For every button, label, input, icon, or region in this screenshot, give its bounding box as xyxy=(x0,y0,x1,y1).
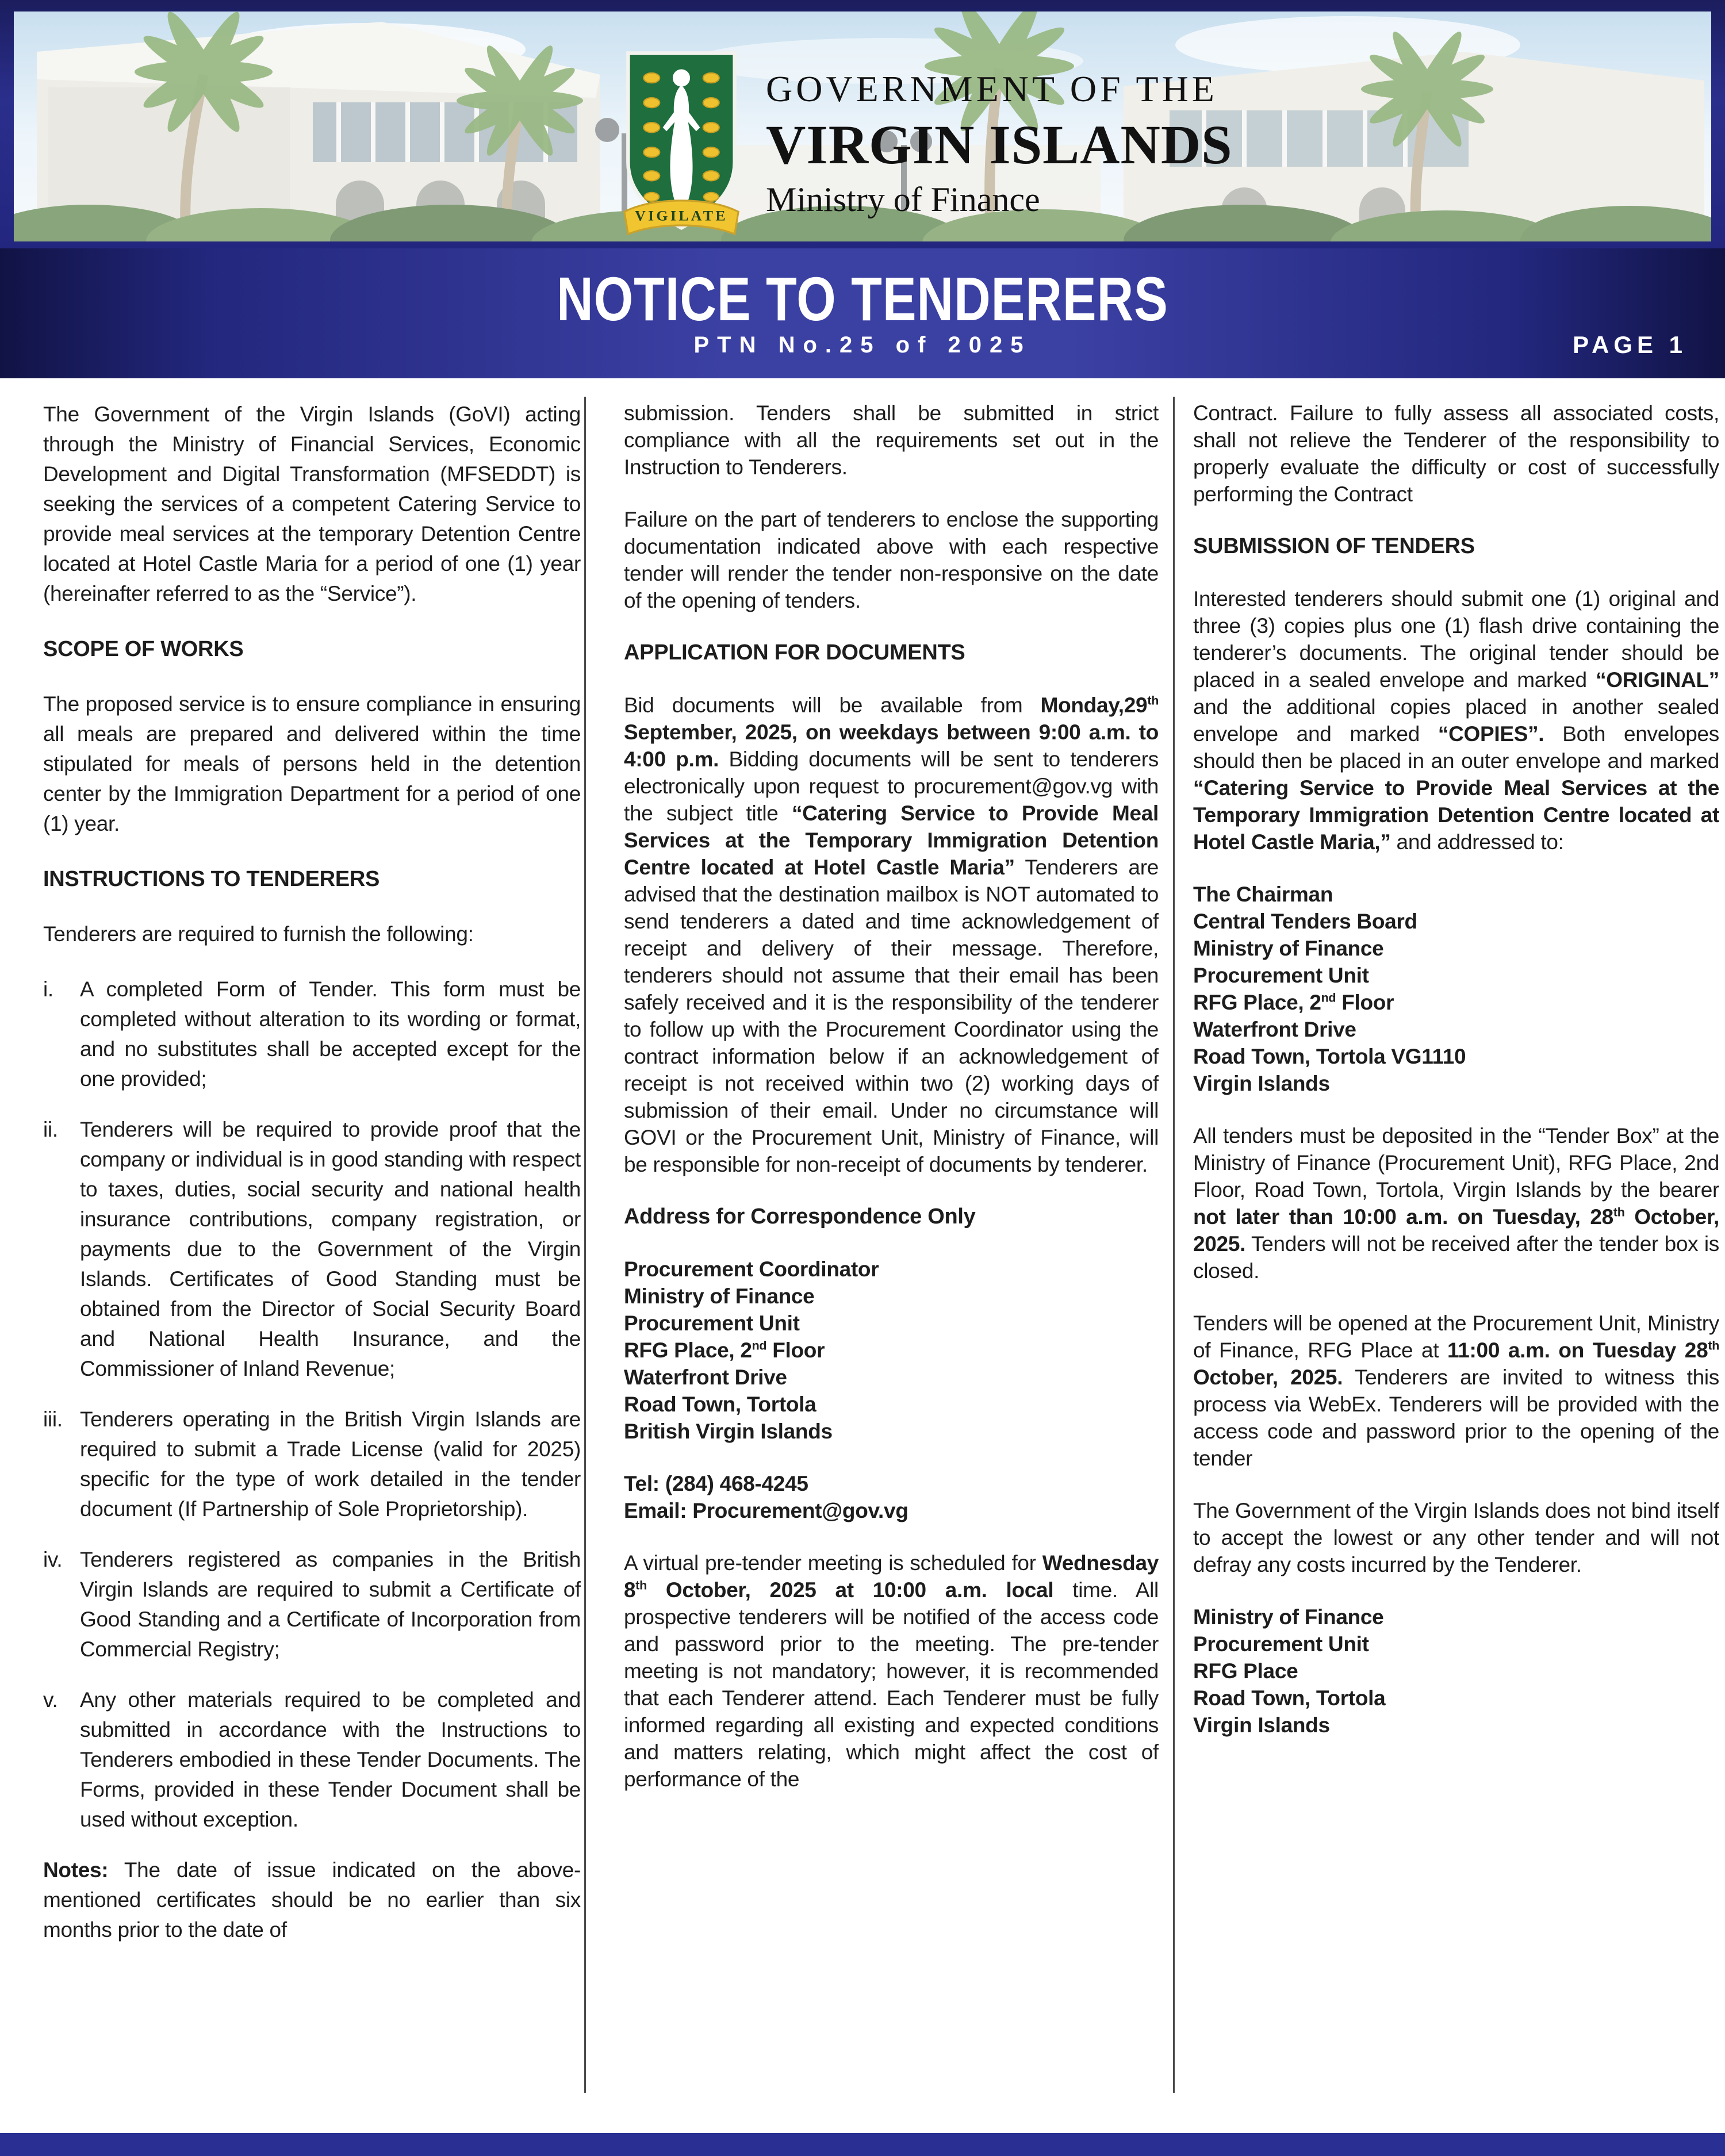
paragraph xyxy=(1193,585,1719,856)
paragraph xyxy=(624,506,1159,614)
address-line xyxy=(624,1418,1159,1445)
text: Any other materials required to be completed and submitted in accordance with the Instructions to Tenderers embodied in these Tender Documents. The Forms, provided in these Tender Document shall be used without exception. xyxy=(80,1688,581,1831)
bold-text: Tel: (284) 468-4245 xyxy=(624,1472,808,1495)
paragraph xyxy=(1193,1122,1719,1284)
bold-text: Procurement Coordinator xyxy=(624,1257,879,1281)
text: The Government of the Virgin Islands does not bind itself to accept the lowest or any other tender and will not defray any costs incurred by the Tenderer. xyxy=(1193,1499,1719,1576)
paragraph xyxy=(624,1549,1159,1793)
address-line xyxy=(1193,1016,1719,1043)
header-text xyxy=(766,68,1233,220)
column-2 xyxy=(624,400,1159,2104)
list-item xyxy=(43,1405,581,1524)
bold-text: Waterfront Drive xyxy=(1193,1018,1356,1041)
column-divider-1 xyxy=(584,397,586,2093)
bold-text: Ministry of Finance xyxy=(1193,1605,1384,1629)
paragraph xyxy=(1193,1310,1719,1472)
address-line xyxy=(1193,1685,1719,1712)
paragraph xyxy=(624,692,1159,1178)
list-item-text xyxy=(80,1688,581,1831)
address-line xyxy=(1193,908,1719,935)
org-name-line2: VIRGIN ISLANDS xyxy=(766,114,1233,175)
list-marker: ii. xyxy=(43,1118,58,1141)
address-line xyxy=(1193,989,1719,1016)
list-item-text xyxy=(80,1548,581,1661)
address-line xyxy=(1193,1631,1719,1658)
paragraph xyxy=(43,1855,581,1945)
bold-text: 11:00 a.m. on Tuesday 28 xyxy=(1447,1338,1708,1362)
bold-text: Procurement Unit xyxy=(1193,964,1369,987)
bold-text: Ministry of Finance xyxy=(624,1284,815,1308)
bold-text: not later than 10:00 a.m. on Tuesday, 28 xyxy=(1193,1205,1613,1229)
org-name-line1: GOVERNMENT OF THE xyxy=(766,68,1218,109)
text: The Government of the Virgin Islands (GoVI) acting through the Ministry of Financial Services, Economic Development and Digital Transformation (MFSEDDT) is seeking the services of a competent Catering Service to provide meal services at the temporary Detention Centre located at Hotel Castle Maria for a period of one (1) year (hereinafter referred to as the “Service”). xyxy=(43,402,581,605)
bold-text: th xyxy=(1147,693,1159,708)
text: Tenders will not be received after the tender box is closed. xyxy=(1193,1232,1719,1283)
bold-text: Road Town, Tortola VG1110 xyxy=(1193,1045,1466,1068)
bold-text: Email: Procurement@gov.vg xyxy=(624,1499,908,1522)
text: Contract. Failure to fully assess all associated costs, shall not relieve the Tenderer of the responsibility to properly evaluate the difficulty or cost of successfully performing the Contract xyxy=(1193,401,1719,506)
list-item xyxy=(43,1115,581,1384)
bold-text: “Catering Service to Provide Meal Services at the Temporary Immigration Detention Centre located at Hotel Castle Maria,” xyxy=(1193,776,1719,854)
column-3 xyxy=(1193,400,1719,2104)
bold-text: Road Town, Tortola xyxy=(1193,1686,1386,1710)
paragraph xyxy=(624,400,1159,481)
text: The date of issue indicated on the above-mentioned certificates should be no earlier than six months prior to the date of xyxy=(43,1858,581,1942)
bold-text: October, 2025 at 10:00 a.m. local xyxy=(646,1578,1054,1602)
bold-text: “ORIGINAL” xyxy=(1596,668,1719,692)
bold-text: Floor xyxy=(1336,991,1394,1014)
section-heading: SUBMISSION OF TENDERS xyxy=(1193,534,1475,558)
text: Tenderers operating in the British Virgin Islands are required to submit a Trade License (valid for 2025) specific for the type of work detailed in the tender document (If Partnership of Sole Proprietorship). xyxy=(80,1407,581,1521)
text: Tenderers will be required to provide proof that the company or individual is in good standing with respect to taxes, duties, social security and national health insurance contributions, company registration, or payments due to the Government of the Virgin Islands. Certificates of Good Standing must be obtained from the Director of Social Security Board and National Health Insurance, and the Commissioner of Inland Revenue; xyxy=(80,1118,581,1380)
list-item-text xyxy=(80,1118,581,1380)
list-marker: i. xyxy=(43,977,53,1001)
bold-text: Floor xyxy=(766,1338,825,1362)
text: Bid documents will be available from xyxy=(624,693,1041,717)
text: All tenders must be deposited in the “Tender Box” at the Ministry of Finance (Procurement Unit), RFG Place, 2nd Floor, Road Town, Tortola, Virgin Islands by the bearer xyxy=(1193,1124,1719,1202)
text: Bidding documents will be sent to tenderers electronically upon request to procurement@gov.vg with the subject title xyxy=(624,747,1159,825)
address-line xyxy=(624,1470,1159,1497)
bold-text: Ministry of Finance xyxy=(1193,937,1384,960)
address-line xyxy=(1193,1603,1719,1631)
address-block xyxy=(624,1470,1159,1524)
list-item-text xyxy=(80,977,581,1091)
address-line xyxy=(624,1364,1159,1391)
bold-text: “Catering Service to Provide Meal Services at the Temporary Immigration Detention Centre located at Hotel Castle Maria” xyxy=(624,801,1159,879)
bold-text: British Virgin Islands xyxy=(624,1420,833,1443)
list-item xyxy=(43,1545,581,1664)
section-heading: Address for Correspondence Only xyxy=(624,1204,976,1229)
address-line xyxy=(624,1310,1159,1337)
footer-bar xyxy=(0,2133,1725,2156)
ptn-reference: PTN No.25 of 2025 xyxy=(693,332,1032,358)
bold-text: th xyxy=(1708,1338,1719,1353)
text: time. All prospective tenderers will be notified of the access code and password prior to the meeting. The pre-tender meeting is not mandatory; however, it is recommended that each Tenderer attend. Each Tenderer must be fully informed regarding all existing and expected conditions and matters relating, which might affect the cost of performance of the xyxy=(624,1578,1159,1791)
bold-text: October, 2025. xyxy=(1193,1365,1343,1389)
address-line xyxy=(624,1337,1159,1364)
address-line xyxy=(1193,1658,1719,1685)
address-block xyxy=(624,1256,1159,1445)
bold-text: Monday,29 xyxy=(1040,693,1148,717)
text: Both envelopes should then be placed in an outer envelope and marked xyxy=(1193,722,1719,773)
address-line xyxy=(624,1391,1159,1418)
bold-text: Procurement Unit xyxy=(624,1311,800,1335)
text: Failure on the part of tenderers to enclose the supporting documentation indicated above with each respective tender will render the tender non-responsive on the date of the opening of tenders. xyxy=(624,508,1159,612)
text: Interested tenderers should submit one (1) original and three (3) copies plus one (1) flash drive containing the tenderer’s documents. The original tender should be placed in a sealed envelope and marked xyxy=(1193,587,1719,692)
bold-text: October, 2025. xyxy=(1193,1205,1719,1256)
list-marker: iii. xyxy=(43,1407,63,1431)
bold-text: RFG Place xyxy=(1193,1659,1298,1683)
list-item xyxy=(43,1685,581,1835)
bold-text: Virgin Islands xyxy=(1193,1072,1330,1095)
text: and addressed to: xyxy=(1390,830,1564,854)
column-1 xyxy=(43,400,581,2104)
page-number: PAGE 1 xyxy=(1573,331,1687,358)
bold-text: Virgin Islands xyxy=(1193,1713,1330,1737)
org-ministry: Ministry of Finance xyxy=(766,181,1040,218)
address-line xyxy=(1193,962,1719,989)
address-line xyxy=(624,1283,1159,1310)
paragraph xyxy=(43,400,581,609)
bold-text: Procurement Unit xyxy=(1193,1632,1369,1656)
section-heading: APPLICATION FOR DOCUMENTS xyxy=(624,640,965,665)
text: submission. Tenders shall be submitted in strict compliance with all the requirements set out in the Instruction to Tenderers. xyxy=(624,401,1159,479)
bold-text: “COPIES”. xyxy=(1438,722,1544,746)
paragraph xyxy=(1193,400,1719,508)
bold-text: Road Town, Tortola xyxy=(624,1392,816,1416)
paragraph xyxy=(43,919,581,949)
address-line xyxy=(624,1256,1159,1283)
address-line xyxy=(624,1497,1159,1524)
bold-text: September, 2025, on weekdays between 9:00 a.m. to 4:00 p.m. xyxy=(624,720,1159,771)
address-line xyxy=(1193,881,1719,908)
list-item xyxy=(43,975,581,1094)
bold-text: The Chairman xyxy=(1193,883,1333,906)
bold-text: Wednesday 8 xyxy=(624,1551,1159,1602)
address-line xyxy=(1193,935,1719,962)
address-line xyxy=(1193,1043,1719,1070)
list-item-text xyxy=(80,1407,581,1521)
bold-text: nd xyxy=(1321,991,1336,1005)
text: Tenders will be opened at the Procurement Unit, Ministry of Finance, RFG Place at xyxy=(1193,1311,1719,1362)
list-marker: iv. xyxy=(43,1548,63,1571)
bold-text: th xyxy=(635,1578,647,1593)
paragraph xyxy=(43,689,581,839)
bold-text: Notes: xyxy=(43,1858,109,1882)
section-heading: INSTRUCTIONS TO TENDERERS xyxy=(43,867,380,891)
header xyxy=(0,0,1725,248)
bold-text: Central Tenders Board xyxy=(1193,910,1417,933)
bold-text: th xyxy=(1613,1205,1625,1219)
bold-text: RFG Place, 2 xyxy=(1193,991,1321,1014)
bold-text: RFG Place, 2 xyxy=(624,1338,752,1362)
text: Tenderers are invited to witness this process via WebEx. Tenderers will be provided with the access code and password prior to the opening of the tender xyxy=(1193,1365,1719,1470)
text: and the additional copies placed in another sealed envelope and marked xyxy=(1193,695,1719,746)
text: The proposed service is to ensure compliance in ensuring all meals are prepared and delivered within the time stipulated for meals of persons held in the detention center by the Immigration Department for a period of one (1) year. xyxy=(43,692,581,835)
numbered-list xyxy=(43,975,581,1835)
text: Tenderers are advised that the destination mailbox is NOT automated to send tenderers a dated and time acknowledgement of receipt and delivery of their message. Therefore, tenderers should not assume that their email has been safely received and it is the responsibility of the tenderer to follow up with the Procurement Coordinator using the contract information below if an acknowledgement of receipt is not received within two (2) working days of submission of their email. Under no circumstance will GOVI or the Procurement Unit, Ministry of Finance, will be responsible for non-receipt of documents by tenderer. xyxy=(624,856,1159,1176)
paragraph xyxy=(1193,1497,1719,1578)
list-marker: v. xyxy=(43,1688,58,1712)
text: Tenderers registered as companies in the British Virgin Islands are required to submit a Certificate of Good Standing and a Certificate of Incorporation from Commercial Registry; xyxy=(80,1548,581,1661)
text: A completed Form of Tender. This form must be completed without alteration to its wording or format, and no substitutes shall be accepted except for the one provided; xyxy=(80,977,581,1091)
crest-motto: VIGILATE xyxy=(635,207,728,224)
address-line xyxy=(1193,1712,1719,1739)
address-line xyxy=(1193,1070,1719,1097)
coat-of-arms xyxy=(616,49,746,241)
text: A virtual pre-tender meeting is scheduled for xyxy=(624,1551,1042,1575)
notice-title: NOTICE TO TENDERERS xyxy=(557,264,1168,333)
column-divider-2 xyxy=(1173,397,1175,2093)
bold-text: nd xyxy=(752,1338,767,1353)
text: Tenderers are required to furnish the following: xyxy=(43,922,474,946)
section-heading: SCOPE OF WORKS xyxy=(43,637,244,661)
address-block xyxy=(1193,881,1719,1097)
bold-text: Waterfront Drive xyxy=(624,1365,787,1389)
address-block xyxy=(1193,1603,1719,1739)
banner xyxy=(0,248,1725,378)
